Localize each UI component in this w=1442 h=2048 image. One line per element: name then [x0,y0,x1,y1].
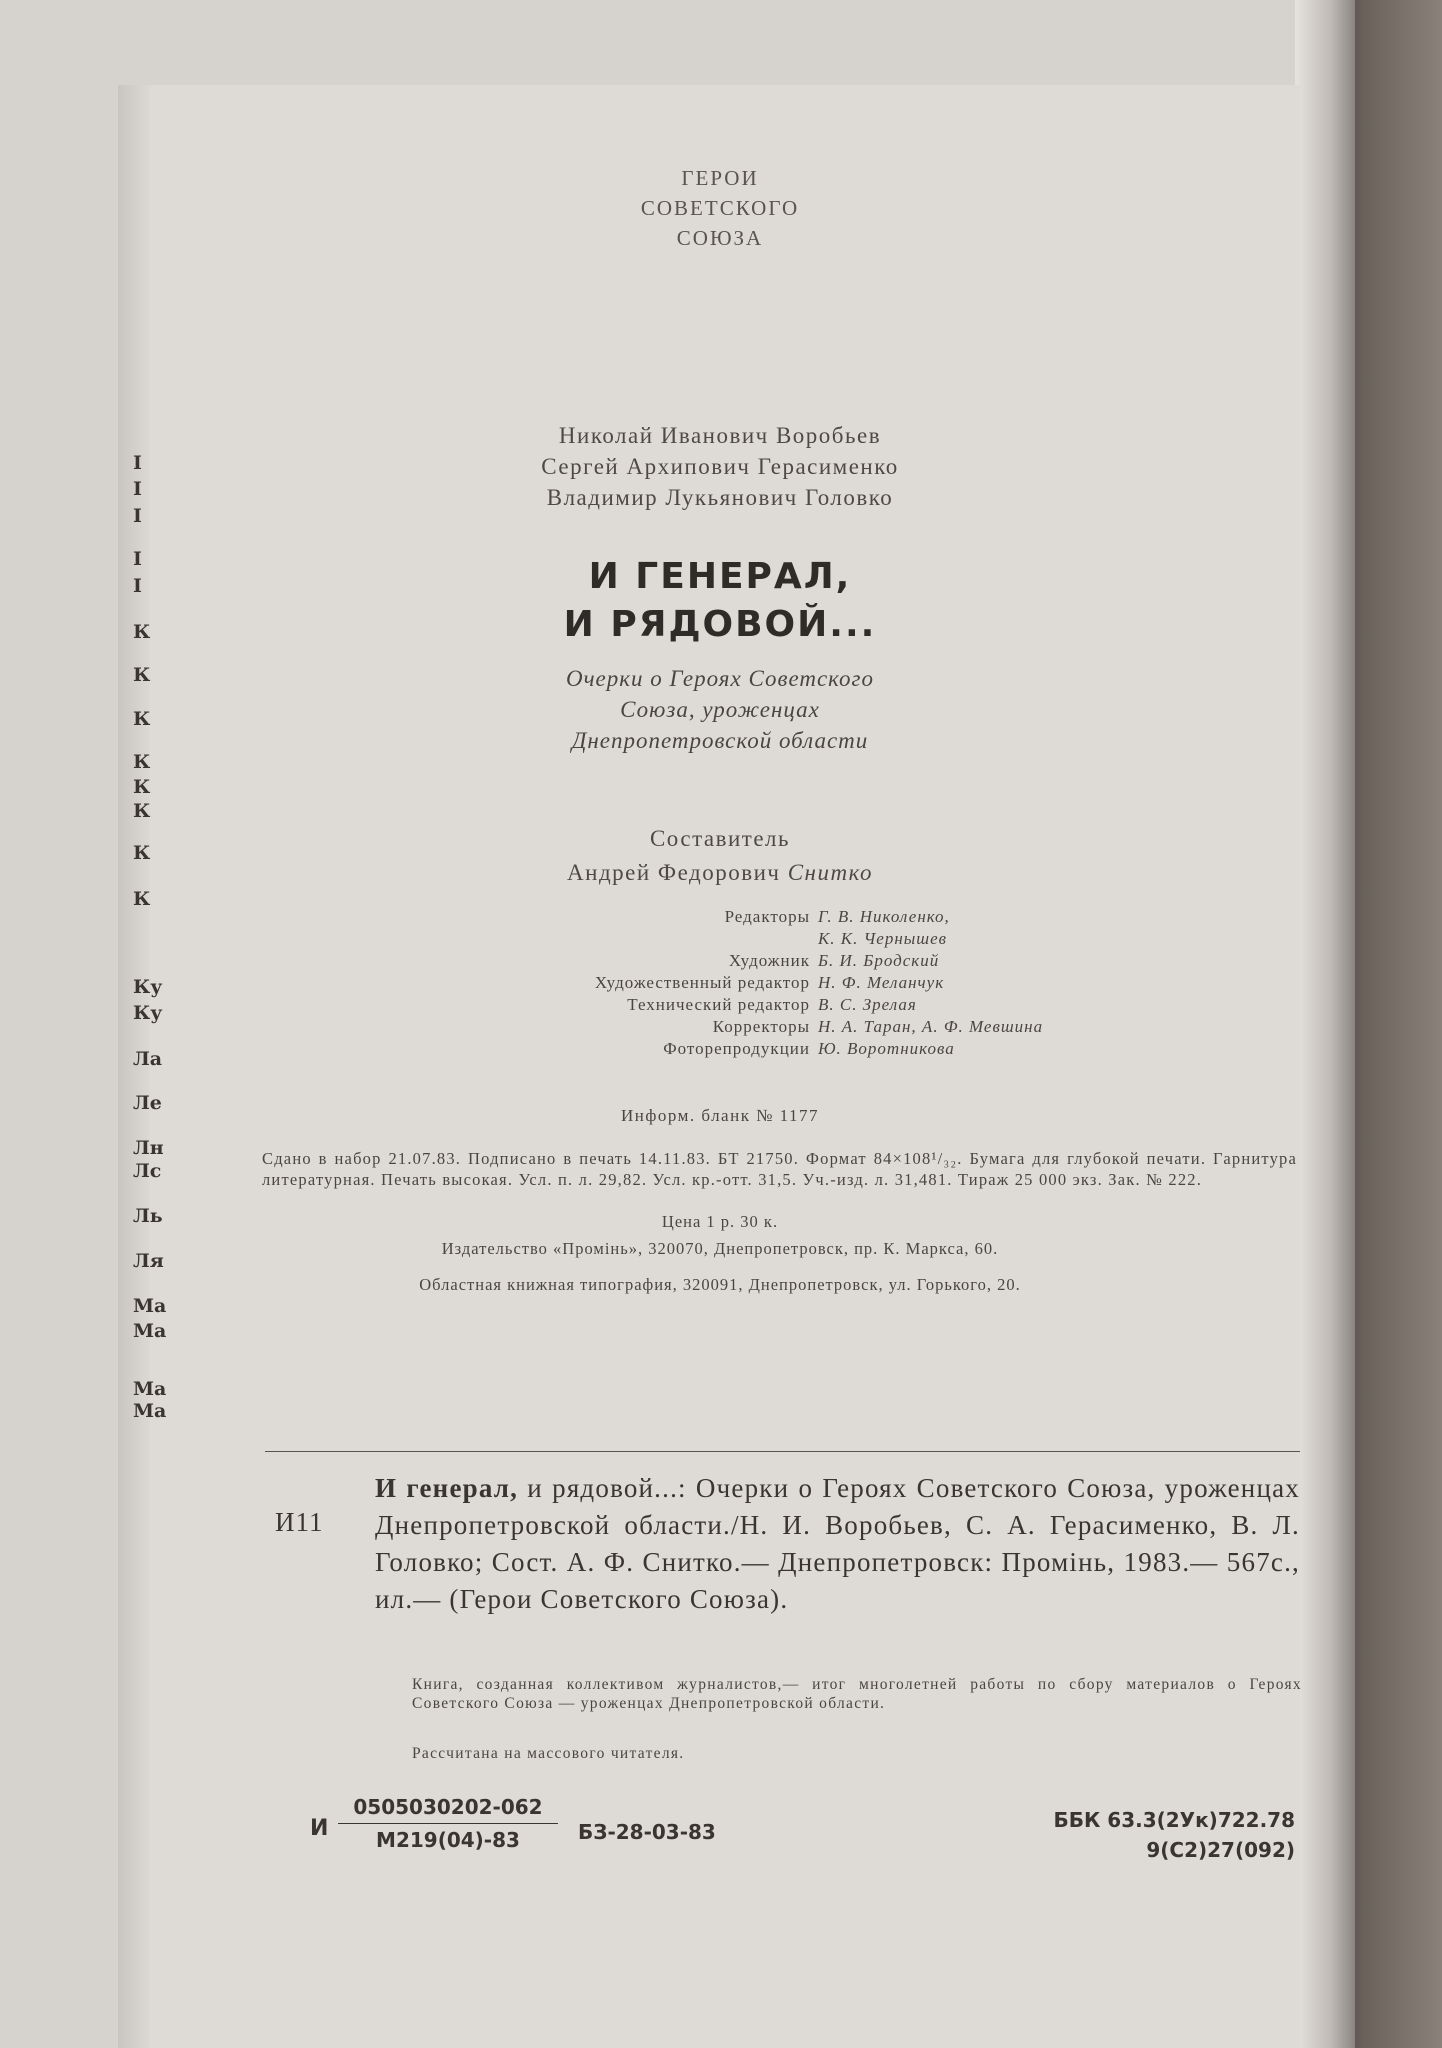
compiler-label: Составитель [649,826,791,851]
author: Николай Иванович Воробьев [558,423,882,448]
fragment: Ма [133,1378,167,1400]
printer-address: Областная книжная типография, 320091, Днепропетровск, ул. Горького, 20. [419,1275,1021,1294]
fragment: Ля [133,1250,164,1272]
price: Цена 1 р. 30 к. [661,1212,779,1231]
fragment: Ма [133,1320,167,1342]
fragment: I [133,575,142,597]
imprint-details: Сдано в набор 21.07.83. Подписано в печать 14.11.83. БТ 21750. Формат 84×108¹/₃₂. Бумага для глубокой печати. Гарнитура литературная. Печать высокая. Усл. п. л. 29,82. Усл. кр.-отт. 31,5. Уч.-изд. л. 31,481. Тираж 25 000 экз. Зак. № 222. [262,1149,1297,1189]
fragment: Ма [133,1400,167,1422]
fragment: Ма [133,1295,167,1317]
fragment: К [133,776,151,798]
bibliographic-record: И генерал, и рядовой...: Очерки о Героях Советского Союза, уроженцах Днепропетровской области./Н. И. Воробьев, С. А. Герасименко, В. Л. Головко; Сост. А. Ф. Снитко.— Днепропетровск: Промінь, 1983.— 567с., ил.— (Герои Советского Союза). [375,1473,1300,1614]
bz-code: БЗ-28-03-83 [578,1820,716,1844]
credit-row: Художник Б. И. Бродский [728,951,940,970]
fragment: К [133,621,151,643]
fragment: Ку [133,976,163,998]
credit-row: Редакторы Г. В. Николенко, [724,907,950,926]
publisher-address: Издательство «Промінь», 320070, Днепропетровск, пр. К. Маркса, 60. [441,1239,999,1258]
book-annotation: Книга, созданная коллективом журналистов,— итог многолетней работы по сбору материалов о Героях Советского Союза — уроженцах Днепропетровской области. [412,1676,1302,1712]
fragment: Ку [133,1002,163,1024]
series-name: ГЕРОИ СОВЕТСКОГО СОЮЗА [640,166,800,250]
author: Сергей Архипович Герасименко [541,454,899,479]
index-fraction [338,1795,558,1852]
section-divider [265,1451,1300,1452]
fragment: К [133,800,151,822]
fragment: I [133,452,142,474]
fragment: К [133,842,151,864]
fragment: Ла [133,1048,163,1070]
fragment: Лн [133,1137,164,1159]
fragment: К [133,888,151,910]
book-page [140,85,1300,2048]
page-edge [1295,0,1355,2048]
fragment: I [133,478,142,500]
credits-list [480,906,1260,1060]
index-letter: И [310,1816,329,1841]
credit-row: Художественный редактор Н. Ф. Меланчук [594,973,945,992]
bbk-code: ББК 63.3(2Ук)722.78 9(С2)27(092) [1053,1808,1295,1862]
credit-row: Корректоры Н. А. Таран, А. Ф. Мевшина [712,1017,1044,1036]
credit-row: К. К. Чернышев [818,929,948,948]
authors [140,420,1300,513]
inform-blank: Информ. бланк № 1177 [620,1106,820,1125]
target-audience: Рассчитана на массового читателя. [412,1745,685,1762]
compiler-name: Андрей Федорович Снитко [567,860,873,885]
fragment: I [133,505,142,527]
fragment: К [133,708,151,730]
fragment: I [133,548,142,570]
fragment: К [133,664,151,686]
fragment: Лс [133,1160,162,1182]
author: Владимир Лукьянович Головко [546,485,894,510]
fragment: Ле [133,1092,162,1114]
credit-row: Технический редактор В. С. Зрелая [627,995,917,1014]
book-subtitle: Очерки о Героях Советского Союза, уроженцах Днепропетровской области [565,666,875,753]
index-denominator: М219(04)-83 [376,1828,520,1852]
index-numerator: 0505030202-062 [338,1795,558,1824]
fragment: Ль [133,1205,163,1227]
credit-row: Фоторепродукции Ю. Воротникова [663,1039,955,1058]
fragment: К [133,751,151,773]
classification-code: И11 [275,1507,324,1537]
book-title: И ГЕНЕРАЛ, И РЯДОВОЙ... [563,556,877,645]
